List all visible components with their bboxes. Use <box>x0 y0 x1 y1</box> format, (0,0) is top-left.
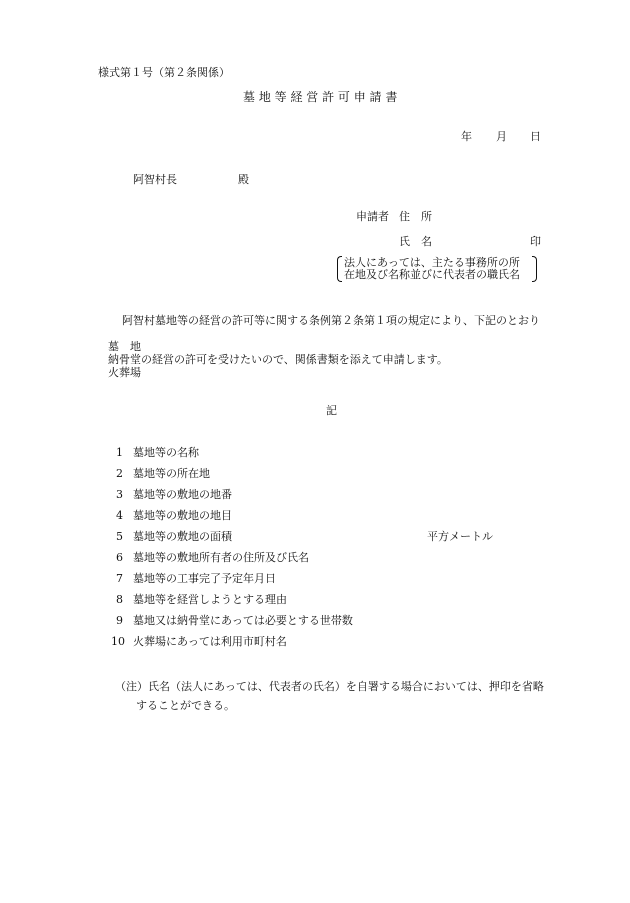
item-text: 墓地等の名称 <box>133 446 199 459</box>
item-text: 墓地等の敷地の地目 <box>133 509 232 522</box>
item-number: 4 <box>116 509 123 522</box>
item-number: 5 <box>116 530 123 543</box>
corporate-note-line1: 法人にあっては、主たる事務所の所 <box>344 256 520 269</box>
corporate-note-bracket <box>337 256 537 282</box>
item-text: 墓地又は納骨堂にあっては必要とする世帯数 <box>133 614 353 627</box>
item-text: 墓地等の敷地所有者の住所及び氏名 <box>133 551 309 564</box>
item-number: 6 <box>116 551 123 564</box>
list-item <box>111 552 309 563</box>
list-item <box>111 510 232 521</box>
list-item <box>111 468 210 479</box>
corporate-note-line2: 在地及び名称並びに代表者の職氏名 <box>344 268 520 281</box>
area-unit: 平方メートル <box>427 530 493 543</box>
item-number: 8 <box>116 593 123 606</box>
applicant-label: 申請者 <box>356 210 389 223</box>
item-number: 1 <box>116 446 123 459</box>
item-number: 7 <box>116 572 123 585</box>
form-number: 様式第１号（第２条関係） <box>98 66 230 79</box>
list-item <box>111 573 276 584</box>
date-month: 月 <box>496 130 507 143</box>
item-text: 墓地等の工事完了予定年月日 <box>133 572 276 585</box>
addressee-name: 阿智村長 <box>133 173 177 186</box>
list-item <box>111 594 287 605</box>
list-item <box>111 636 287 647</box>
date-day: 日 <box>530 130 541 143</box>
item-number: 9 <box>116 614 123 627</box>
list-item <box>111 531 232 542</box>
item-text: 墓地等の所在地 <box>133 467 210 480</box>
option-nokotsudo-line: 納骨堂の経営の許可を受けたいので、関係書類を添えて申請します。 <box>108 353 448 366</box>
body-line1: 阿智村墓地等の経営の許可等に関する条例第２条第１項の規定により、下記のとおり <box>122 314 540 327</box>
item-text: 墓地等を経営しようとする理由 <box>133 593 287 606</box>
item-text: 火葬場にあっては利用市町村名 <box>133 635 287 648</box>
page-title: 墓 地 等 経 営 許 可 申 請 書 <box>243 90 398 104</box>
date-year: 年 <box>461 130 472 143</box>
item-text: 墓地等の敷地の地番 <box>133 488 232 501</box>
list-item <box>111 489 232 500</box>
item-number: 10 <box>111 635 125 648</box>
seal-mark: 印 <box>530 235 541 248</box>
addressee-honorific: 殿 <box>238 173 249 186</box>
right-bracket <box>532 256 537 282</box>
item-text: 墓地等の敷地の面積 <box>133 530 232 543</box>
option-bochi: 墓 地 <box>108 340 141 353</box>
applicant-name-label: 氏 名 <box>399 235 432 248</box>
option-kasoba: 火葬場 <box>108 366 141 379</box>
list-item <box>111 447 199 458</box>
left-bracket <box>337 256 342 282</box>
item-number: 3 <box>116 488 123 501</box>
item-number: 2 <box>116 467 123 480</box>
applicant-address-label: 住 所 <box>399 210 432 223</box>
note-line1: （注）氏名（法人にあっては、代表者の氏名）を自署する場合においては、押印を省略 <box>115 680 544 693</box>
list-item <box>111 615 353 626</box>
note-line2: することができる。 <box>136 699 235 712</box>
ki-heading: 記 <box>326 404 337 417</box>
